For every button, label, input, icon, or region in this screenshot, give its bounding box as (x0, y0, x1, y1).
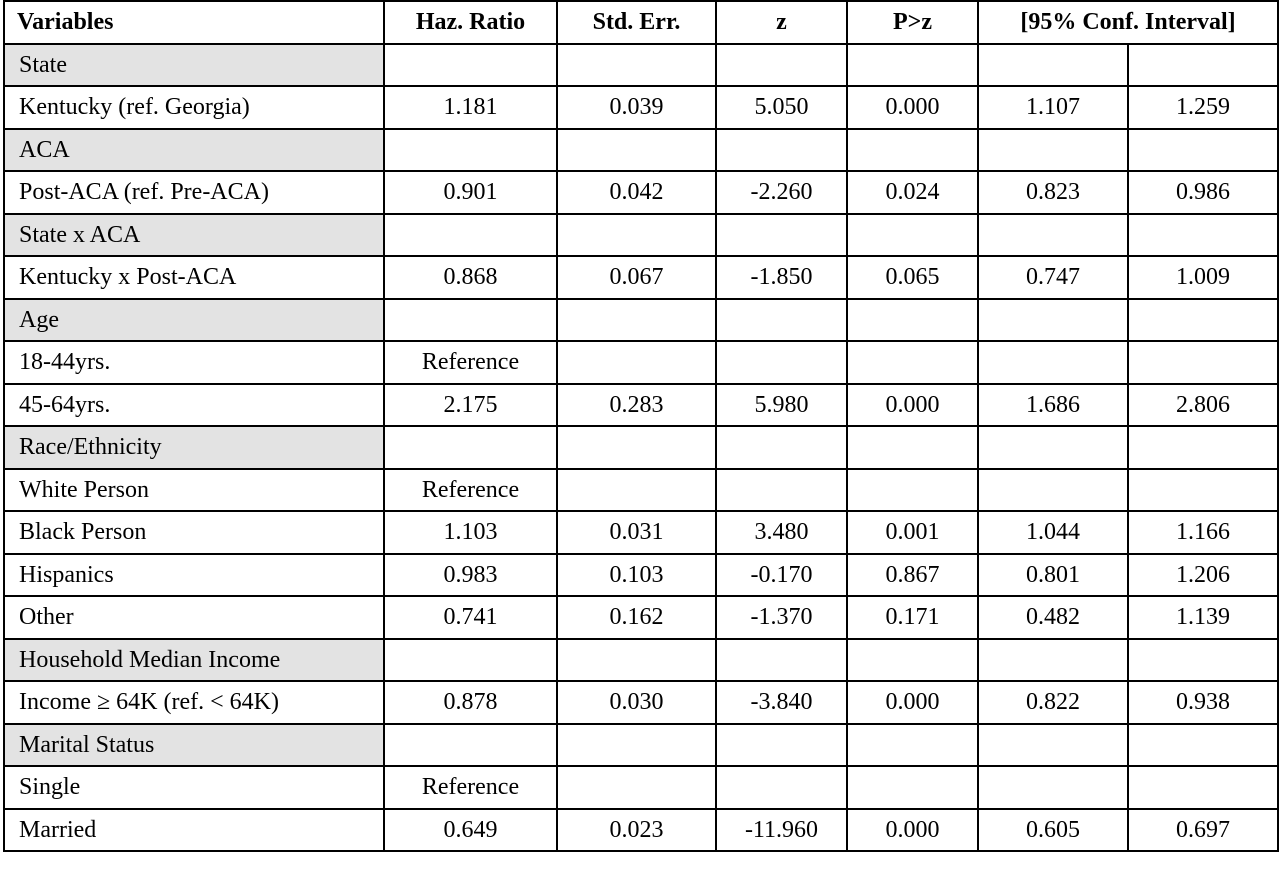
p-value-cell (847, 766, 978, 809)
section-header-row (4, 214, 1278, 257)
z-cell (716, 766, 847, 809)
p-value-cell: 0.000 (847, 809, 978, 852)
ci-lower-cell (978, 724, 1128, 767)
header-p-value: P>z (847, 1, 978, 44)
haz-ratio-cell: 0.649 (384, 809, 557, 852)
header-variables: Variables (4, 1, 384, 44)
table-row (4, 469, 1278, 512)
ci-upper-cell (1128, 44, 1278, 87)
haz-ratio-cell: Reference (384, 469, 557, 512)
variable-label: 18-44yrs. (4, 341, 384, 384)
haz-ratio-cell: 0.868 (384, 256, 557, 299)
variable-label: Household Median Income (4, 639, 384, 682)
haz-ratio-cell: 2.175 (384, 384, 557, 427)
ci-upper-cell: 1.206 (1128, 554, 1278, 597)
table-row (4, 256, 1278, 299)
p-value-cell (847, 724, 978, 767)
variable-label: ACA (4, 129, 384, 172)
std-err-cell: 0.023 (557, 809, 716, 852)
std-err-cell (557, 214, 716, 257)
haz-ratio-cell (384, 299, 557, 342)
std-err-cell: 0.162 (557, 596, 716, 639)
table-row (4, 86, 1278, 129)
haz-ratio-cell: 1.181 (384, 86, 557, 129)
variable-label: Age (4, 299, 384, 342)
std-err-cell: 0.030 (557, 681, 716, 724)
p-value-cell: 0.171 (847, 596, 978, 639)
ci-lower-cell: 1.044 (978, 511, 1128, 554)
haz-ratio-cell: 0.741 (384, 596, 557, 639)
std-err-cell: 0.031 (557, 511, 716, 554)
ci-lower-cell (978, 299, 1128, 342)
ci-upper-cell (1128, 426, 1278, 469)
variable-label: White Person (4, 469, 384, 512)
z-cell: -1.370 (716, 596, 847, 639)
variable-label: State x ACA (4, 214, 384, 257)
ci-lower-cell (978, 129, 1128, 172)
table-row (4, 681, 1278, 724)
variable-label: Kentucky (ref. Georgia) (4, 86, 384, 129)
p-value-cell (847, 426, 978, 469)
std-err-cell (557, 426, 716, 469)
p-value-cell: 0.000 (847, 681, 978, 724)
z-cell: -2.260 (716, 171, 847, 214)
ci-lower-cell (978, 766, 1128, 809)
haz-ratio-cell: 0.878 (384, 681, 557, 724)
ci-upper-cell (1128, 766, 1278, 809)
ci-lower-cell: 0.823 (978, 171, 1128, 214)
ci-upper-cell (1128, 129, 1278, 172)
table-row (4, 596, 1278, 639)
table-row (4, 511, 1278, 554)
std-err-cell: 0.067 (557, 256, 716, 299)
std-err-cell (557, 469, 716, 512)
section-header-row (4, 129, 1278, 172)
p-value-cell: 0.001 (847, 511, 978, 554)
header-z: z (716, 1, 847, 44)
p-value-cell (847, 469, 978, 512)
haz-ratio-cell (384, 214, 557, 257)
p-value-cell: 0.065 (847, 256, 978, 299)
p-value-cell (847, 299, 978, 342)
header-std-err: Std. Err. (557, 1, 716, 44)
variable-label: Married (4, 809, 384, 852)
ci-lower-cell (978, 426, 1128, 469)
ci-lower-cell (978, 341, 1128, 384)
haz-ratio-cell (384, 426, 557, 469)
z-cell (716, 639, 847, 682)
haz-ratio-cell (384, 639, 557, 682)
ci-upper-cell: 2.806 (1128, 384, 1278, 427)
ci-lower-cell (978, 639, 1128, 682)
haz-ratio-cell: 0.983 (384, 554, 557, 597)
p-value-cell: 0.000 (847, 384, 978, 427)
haz-ratio-cell: 0.901 (384, 171, 557, 214)
variable-label: Post-ACA (ref. Pre-ACA) (4, 171, 384, 214)
table-row (4, 171, 1278, 214)
ci-upper-cell: 0.986 (1128, 171, 1278, 214)
header-confidence-interval: [95% Conf. Interval] (978, 1, 1278, 44)
std-err-cell (557, 129, 716, 172)
ci-upper-cell: 0.938 (1128, 681, 1278, 724)
z-cell (716, 44, 847, 87)
table-body (4, 44, 1278, 852)
table-row (4, 766, 1278, 809)
section-header-row (4, 426, 1278, 469)
ci-upper-cell: 0.697 (1128, 809, 1278, 852)
ci-lower-cell: 0.605 (978, 809, 1128, 852)
ci-upper-cell: 1.139 (1128, 596, 1278, 639)
std-err-cell (557, 44, 716, 87)
ci-lower-cell (978, 214, 1128, 257)
std-err-cell (557, 724, 716, 767)
table-row (4, 809, 1278, 852)
section-header-row (4, 44, 1278, 87)
ci-upper-cell (1128, 299, 1278, 342)
variable-label: Income ≥ 64K (ref. < 64K) (4, 681, 384, 724)
std-err-cell (557, 639, 716, 682)
z-cell (716, 129, 847, 172)
p-value-cell: 0.867 (847, 554, 978, 597)
z-cell: -0.170 (716, 554, 847, 597)
std-err-cell (557, 341, 716, 384)
z-cell (716, 299, 847, 342)
ci-lower-cell: 0.822 (978, 681, 1128, 724)
std-err-cell: 0.103 (557, 554, 716, 597)
z-cell (716, 426, 847, 469)
ci-upper-cell (1128, 724, 1278, 767)
p-value-cell (847, 639, 978, 682)
ci-lower-cell: 1.107 (978, 86, 1128, 129)
p-value-cell (847, 129, 978, 172)
header-row (4, 1, 1278, 44)
z-cell: -3.840 (716, 681, 847, 724)
variable-label: Other (4, 596, 384, 639)
z-cell: 3.480 (716, 511, 847, 554)
std-err-cell: 0.042 (557, 171, 716, 214)
z-cell: -1.850 (716, 256, 847, 299)
section-header-row (4, 299, 1278, 342)
ci-lower-cell (978, 469, 1128, 512)
z-cell (716, 469, 847, 512)
p-value-cell: 0.024 (847, 171, 978, 214)
ci-upper-cell: 1.166 (1128, 511, 1278, 554)
table-row (4, 341, 1278, 384)
hazard-ratio-table (3, 0, 1279, 852)
table-row (4, 554, 1278, 597)
haz-ratio-cell: Reference (384, 341, 557, 384)
ci-lower-cell: 0.801 (978, 554, 1128, 597)
table-row (4, 384, 1278, 427)
ci-lower-cell: 1.686 (978, 384, 1128, 427)
ci-upper-cell (1128, 341, 1278, 384)
ci-upper-cell: 1.009 (1128, 256, 1278, 299)
variable-label: Black Person (4, 511, 384, 554)
z-cell (716, 341, 847, 384)
ci-lower-cell: 0.747 (978, 256, 1128, 299)
haz-ratio-cell: 1.103 (384, 511, 557, 554)
variable-label: Marital Status (4, 724, 384, 767)
ci-upper-cell (1128, 214, 1278, 257)
haz-ratio-cell (384, 44, 557, 87)
variable-label: State (4, 44, 384, 87)
std-err-cell (557, 299, 716, 342)
variable-label: Hispanics (4, 554, 384, 597)
variable-label: Kentucky x Post-ACA (4, 256, 384, 299)
p-value-cell: 0.000 (847, 86, 978, 129)
section-header-row (4, 639, 1278, 682)
z-cell: 5.980 (716, 384, 847, 427)
variable-label: Race/Ethnicity (4, 426, 384, 469)
p-value-cell (847, 44, 978, 87)
z-cell: 5.050 (716, 86, 847, 129)
ci-upper-cell (1128, 639, 1278, 682)
ci-lower-cell (978, 44, 1128, 87)
p-value-cell (847, 341, 978, 384)
std-err-cell: 0.283 (557, 384, 716, 427)
section-header-row (4, 724, 1278, 767)
z-cell (716, 724, 847, 767)
haz-ratio-cell (384, 724, 557, 767)
ci-lower-cell: 0.482 (978, 596, 1128, 639)
std-err-cell (557, 766, 716, 809)
variable-label: 45-64yrs. (4, 384, 384, 427)
haz-ratio-cell: Reference (384, 766, 557, 809)
z-cell (716, 214, 847, 257)
ci-upper-cell: 1.259 (1128, 86, 1278, 129)
header-haz-ratio: Haz. Ratio (384, 1, 557, 44)
ci-upper-cell (1128, 469, 1278, 512)
haz-ratio-cell (384, 129, 557, 172)
variable-label: Single (4, 766, 384, 809)
std-err-cell: 0.039 (557, 86, 716, 129)
p-value-cell (847, 214, 978, 257)
z-cell: -11.960 (716, 809, 847, 852)
